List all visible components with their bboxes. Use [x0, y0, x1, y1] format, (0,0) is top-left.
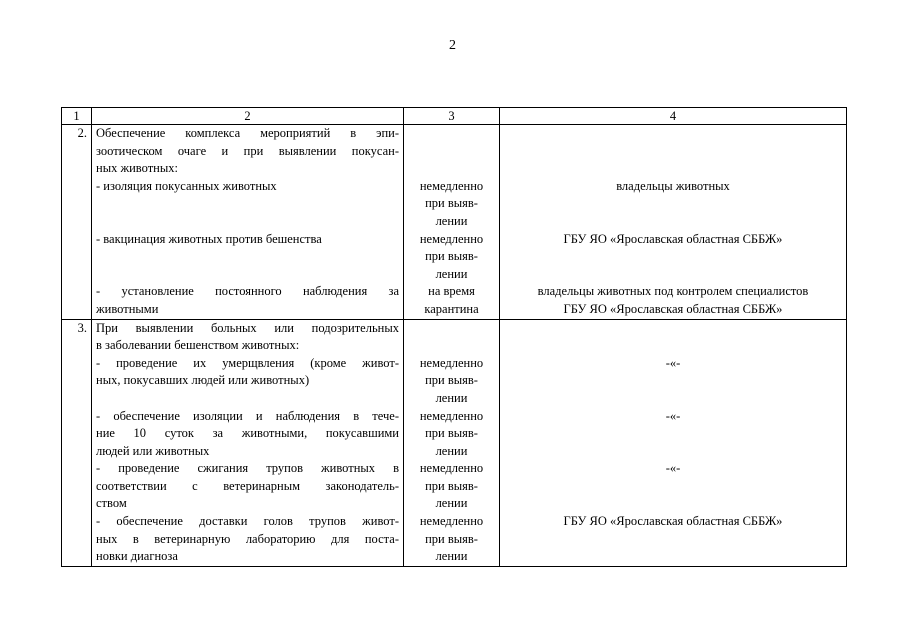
- executor-cell: [500, 319, 847, 566]
- term-line: при выяв-: [425, 373, 478, 388]
- measure-cell: [92, 125, 404, 320]
- header-col-3: 3: [404, 108, 500, 125]
- measure-item-line: ных в ветеринарную лабораторию для поста-: [96, 531, 399, 546]
- executor-line: -«-: [665, 461, 681, 476]
- executor-line: ГБУ ЯО «Ярославская областная СББЖ»: [563, 301, 783, 316]
- executor-line: -«-: [665, 408, 681, 423]
- term-line: при выяв-: [425, 478, 478, 493]
- measure-item-line: животными: [96, 301, 159, 316]
- term-line: при выяв-: [425, 531, 478, 546]
- measure-item-line: ством: [96, 496, 127, 511]
- header-col-1: 1: [62, 108, 92, 125]
- header-col-2: 2: [92, 108, 404, 125]
- measure-item-line: - проведение их умерщвления (кроме живот-: [96, 355, 399, 370]
- measure-intro-line: зоотическом очаге и при выявлении покусан-: [96, 143, 399, 158]
- table-header-row: [62, 108, 847, 125]
- measure-item-line: ние 10 суток за животными, покусавшими: [96, 426, 399, 441]
- executor-cell: [500, 125, 847, 320]
- measure-cell: [92, 319, 404, 566]
- page-number: 2: [449, 38, 456, 53]
- measures-table: [61, 107, 847, 567]
- measure-item-line: новки диагноза: [96, 549, 178, 564]
- measure-intro-line: Обеспечение комплекса мероприятий в эпи-: [96, 126, 399, 140]
- term-line: при выяв-: [425, 249, 478, 264]
- term-line: немедленно: [419, 355, 484, 370]
- measure-item-line: людей или животных: [96, 443, 210, 458]
- measure-item-line: - обеспечение доставки голов трупов живот-: [96, 514, 399, 529]
- executor-line: -«-: [665, 355, 681, 370]
- term-line: немедленно: [419, 408, 484, 423]
- term-line: лении: [435, 496, 468, 511]
- term-line: карантина: [424, 301, 479, 316]
- measure-item-line: - вакцинация животных против бешенства: [96, 231, 322, 246]
- measure-intro-line: ных животных:: [96, 161, 178, 176]
- table-row: [62, 319, 847, 566]
- measure-item-line: - изоляция покусанных животных: [96, 178, 277, 193]
- row-number: 2.: [62, 125, 92, 320]
- term-line: при выяв-: [425, 196, 478, 211]
- term-line: немедленно: [419, 461, 484, 476]
- executor-line: ГБУ ЯО «Ярославская областная СББЖ»: [563, 514, 783, 529]
- term-line: при выяв-: [425, 426, 478, 441]
- executor-line: владельцы животных: [616, 178, 730, 193]
- term-line: немедленно: [419, 514, 484, 529]
- measure-item-line: - установление постоянного наблюдения за: [96, 284, 399, 299]
- measure-item-line: - обеспечение изоляции и наблюдения в тече-: [96, 408, 399, 423]
- term-line: немедленно: [419, 231, 484, 246]
- term-line: лении: [435, 213, 468, 228]
- measure-item-line: соответствии с ветеринарным законодатель-: [96, 478, 399, 493]
- term-line: лении: [435, 549, 468, 564]
- executor-line: владельцы животных под контролем специалистов: [537, 284, 809, 299]
- measure-intro-line: При выявлении больных или подозрительных: [96, 320, 399, 335]
- term-line: немедленно: [419, 178, 484, 193]
- table-body: [62, 125, 847, 567]
- table-row: [62, 125, 847, 320]
- term-line: на время: [428, 284, 475, 299]
- term-cell: [404, 319, 500, 566]
- measure-item-line: ных, покусавших людей или животных): [96, 373, 310, 388]
- executor-line: ГБУ ЯО «Ярославская областная СББЖ»: [563, 231, 783, 246]
- term-cell: [404, 125, 500, 320]
- header-col-4: 4: [500, 108, 847, 125]
- term-line: лении: [435, 266, 468, 281]
- row-number: 3.: [62, 319, 92, 566]
- term-line: лении: [435, 443, 468, 458]
- measure-item-line: - проведение сжигания трупов животных в: [96, 461, 399, 476]
- measure-intro-line: в заболевании бешенством животных:: [96, 338, 300, 353]
- term-line: лении: [435, 390, 468, 405]
